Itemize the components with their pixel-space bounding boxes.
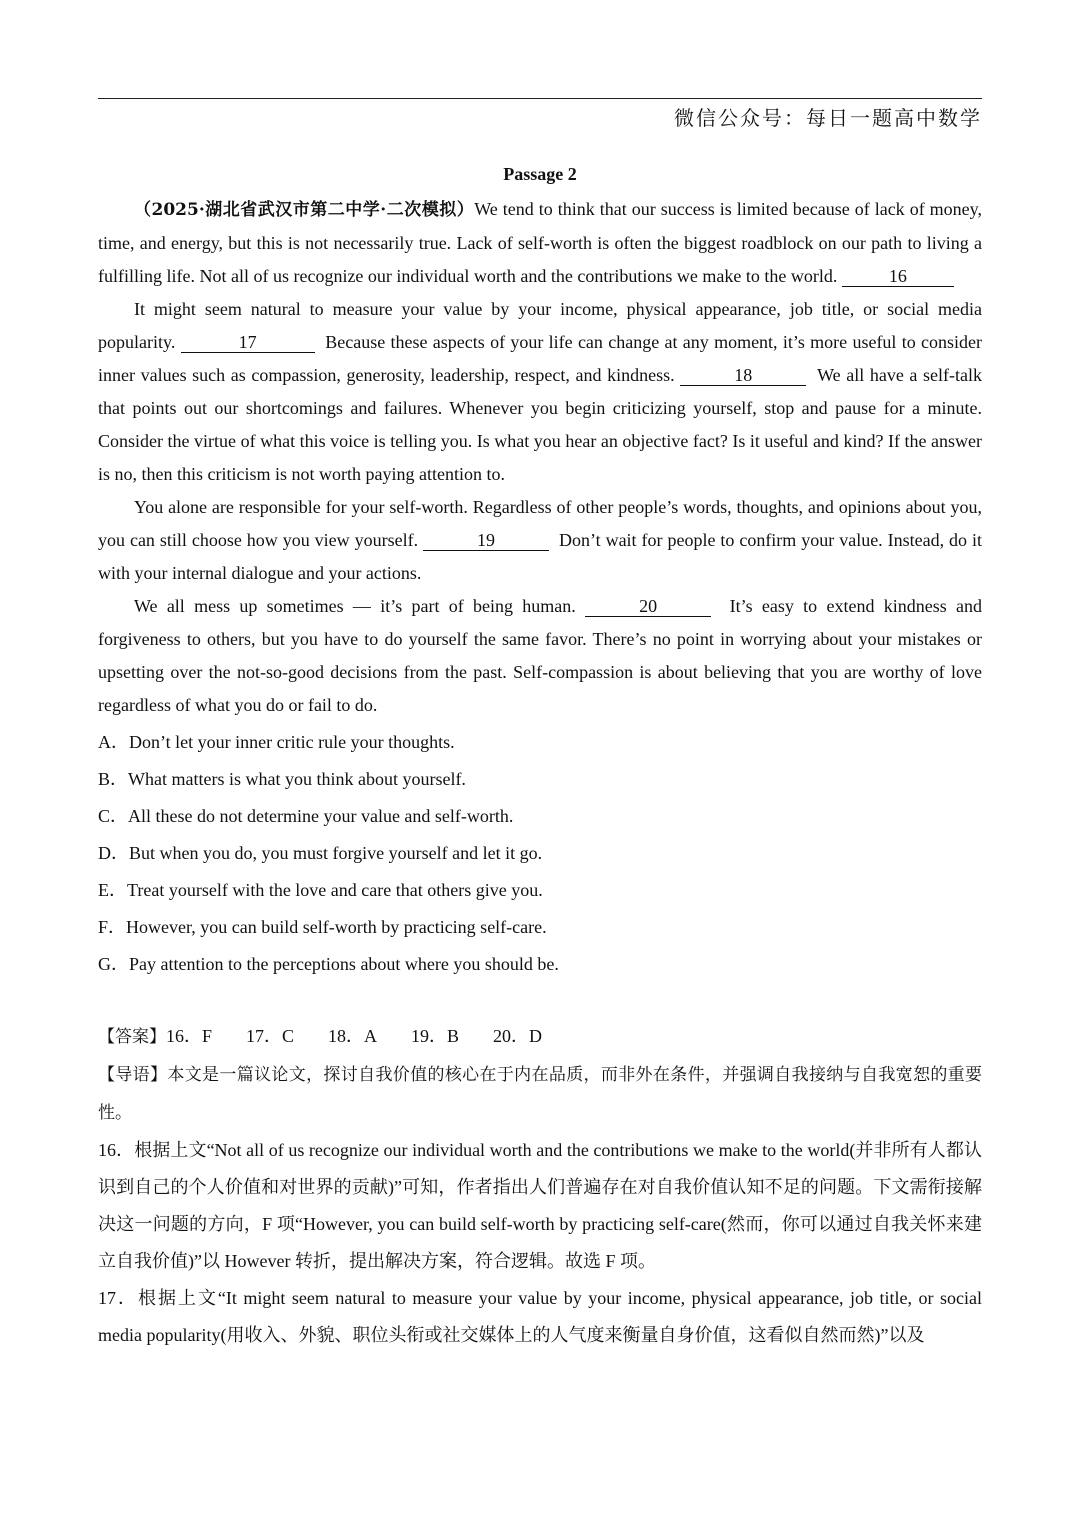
intro	[98, 1056, 982, 1132]
intro-text: 本文是一篇议论文，探讨自我价值的核心在于内在品质，而非外在条件，并强调自我接纳与自我宽恕的重要性。	[98, 1065, 983, 1123]
option-list	[98, 724, 982, 983]
blank-18: 18	[680, 365, 806, 386]
answer-17: 17．C	[246, 1026, 295, 1046]
answer-key	[98, 1018, 982, 1056]
explanation-17: 17．根据上文“It might seem natural to measure your value by your income, physical appearance, job title, or social media popularity(用收入、外貌、职位头衔或社交媒体上的人气度来衡量自身价值，这看似自然而然)”以及	[98, 1288, 982, 1345]
answer-label: 【答案】	[98, 1027, 166, 1047]
header-watermark: 微信公众号：每日一题高中数学	[674, 106, 982, 130]
option-e: E．Treat yourself with the love and care that others give you.	[98, 880, 543, 900]
blank-19: 19	[423, 530, 549, 551]
intro-label: 【导语】	[98, 1065, 168, 1085]
paragraph-1: （2025·湖北省武汉市第二中学·二次模拟）We tend to think that our success is limited because of lack of money, time, and energy, but this is not necessarily true. Lack of self-worth is often the biggest roadblock on our path to living a fulfilling life. Not all of us recognize our individual worth and the contributions we make to the world. 16	[98, 199, 983, 286]
blank-20: 20	[585, 596, 711, 617]
blank-17: 17	[181, 332, 315, 353]
answer-20: 20．D	[493, 1026, 543, 1046]
option-g: G．Pay attention to the perceptions about where you should be.	[98, 954, 559, 974]
explanation-16: 16．根据上文“Not all of us recognize our individual worth and the contributions we make to the world(并非所有人都认识到自己的个人价值和对世界的贡献)”可知，作者指出人们普遍存在对自我价值认知不足的问题。下文需衔接解决这一问题的方向，F 项“However, you can build self-worth by practicing self-care(然而，你可以通过自我关怀来建立自我价值)”以 However 转折，提出解决方案，符合逻辑。故选 F 项。	[98, 1140, 982, 1271]
passage-source: （2025·湖北省武汉市第二中学·二次模拟）	[134, 200, 475, 220]
paragraph-3: You alone are responsible for your self-worth. Regardless of other people’s words, thoughts, and opinions about you, you can still choose how you view yourself. 19 Don’t wait for people to confirm your value. Instead, do it with your internal dialogue and your actions.	[98, 497, 983, 583]
answer-18: 18．A	[328, 1026, 378, 1046]
paragraph-4: We all mess up sometimes — it’s part of being human. 20 It’s easy to extend kindness and forgiveness to others, but you have to do yourself the same favor. There’s no point in worrying about your mistakes or upsetting over the not-so-good decisions from the past. Self-compassion is about believing that you are worthy of love regardless of what you do or fail to do.	[98, 596, 982, 715]
passage-content	[98, 193, 982, 1354]
option-b: B．What matters is what you think about yourself.	[98, 769, 466, 789]
answer-16: 16．F	[166, 1026, 213, 1046]
option-f: F．However, you can build self-worth by practicing self-care.	[98, 917, 547, 937]
option-a: A．Don’t let your inner critic rule your thoughts.	[98, 732, 455, 752]
header-rule	[98, 98, 982, 99]
option-d: D．But when you do, you must forgive yourself and let it go.	[98, 843, 543, 863]
blank-16: 16	[842, 266, 954, 287]
passage-title: Passage 2	[503, 164, 577, 184]
paragraph-2: It might seem natural to measure your value by your income, physical appearance, job title, or social media popularity. 17 Because these aspects of your life can change at any moment, it’s more useful to consider inner values such as compassion, generosity, leadership, respect, and kindness. 18 We all have a self-talk that points out our shortcomings and failures. Whenever you begin criticizing yourself, stop and pause for a minute. Consider the virtue of what this voice is telling you. Is what you hear an objective fact? Is it useful and kind? If the answer is no, then this criticism is not worth paying attention to.	[98, 299, 983, 484]
option-c: C．All these do not determine your value and self-worth.	[98, 806, 514, 826]
answer-19: 19．B	[411, 1026, 460, 1046]
